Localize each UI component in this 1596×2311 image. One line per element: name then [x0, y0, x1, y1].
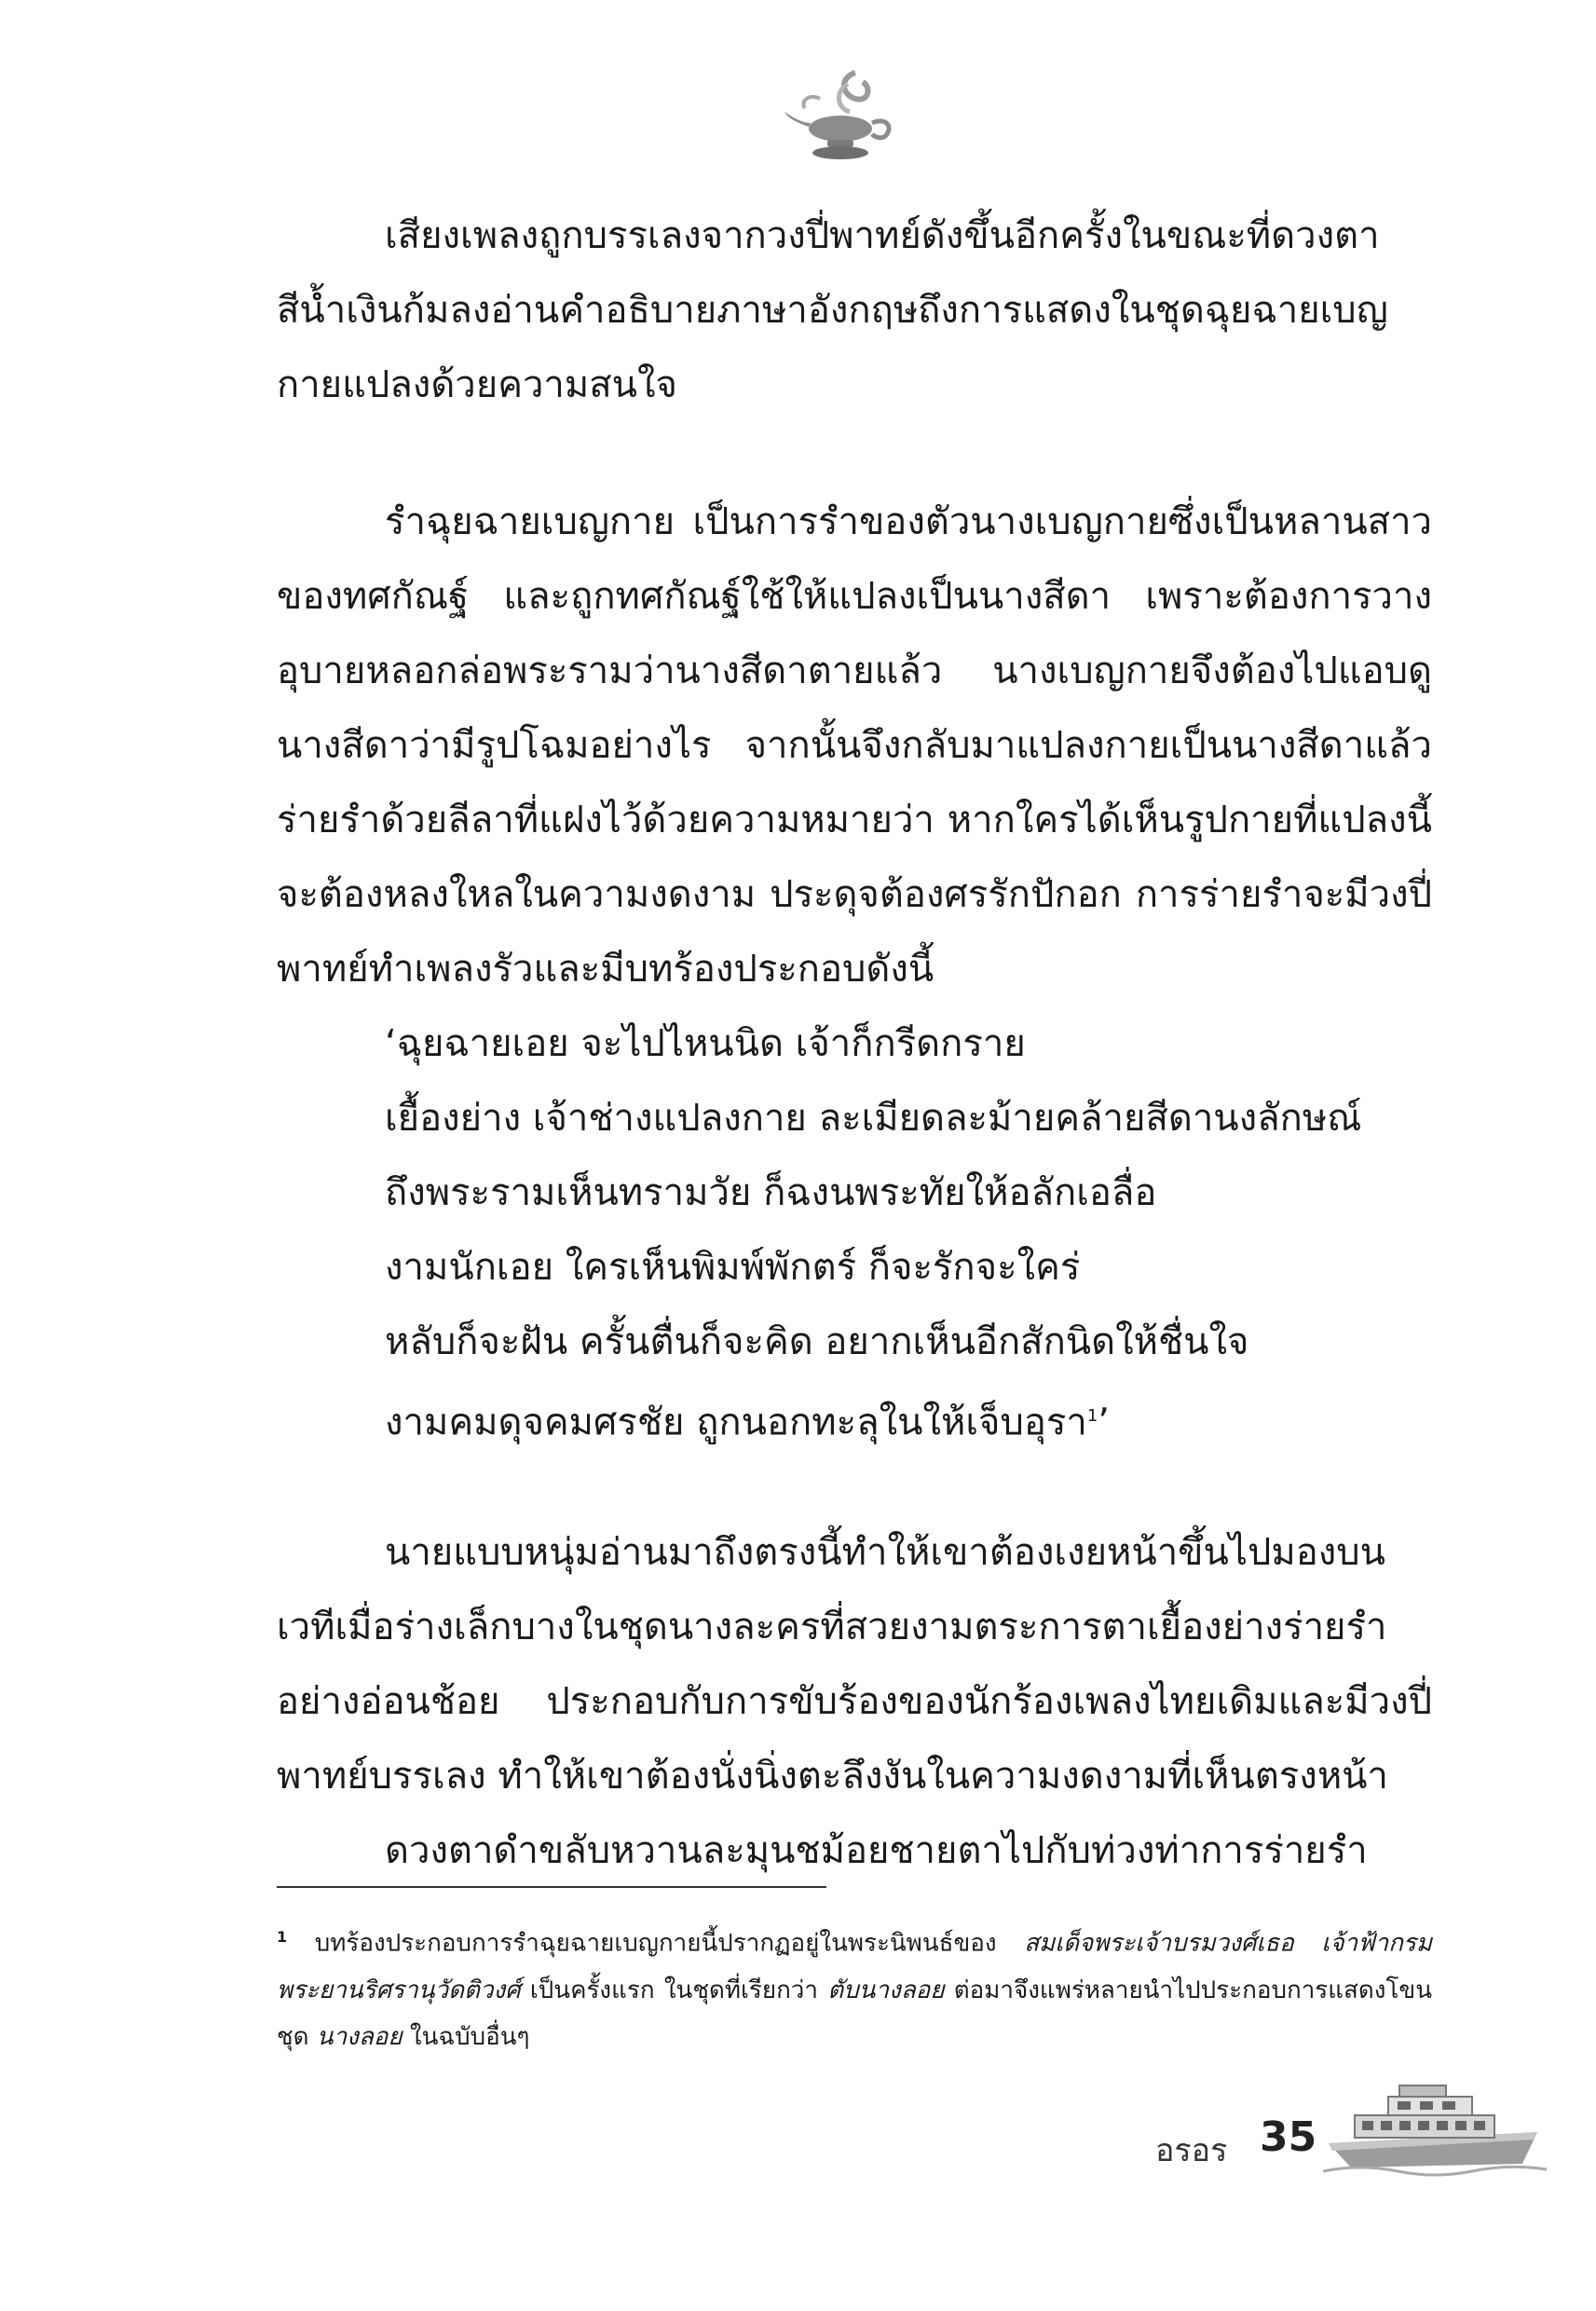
- paragraph-3: นายแบบหนุ่มอ่านมาถึงตรงนี้ทำให้เขาต้องเงยหน้าขึ้นไปมองบนเวทีเมื่อร่างเล็กบางในชุดนางละครที่สวยงามตระการตาเยื้องย่างร่ายรำอย่างอ่อนช้อย ประกอบกับการขับร้องของนักร้องเพลงไทยเดิมและมีวงปี่พาทย์บรรเลง ทำให้เขาต้องนั่งนิ่งตะลึงงันในความงดงามที่เห็นตรงหน้า: [277, 1531, 1432, 1798]
- footnote-italic-2: ตับนางลอย: [827, 1976, 945, 2004]
- verse-close-quote: ’: [1098, 1401, 1110, 1444]
- paragraph-4: ดวงตาดำขลับหวานละมุนชม้อยชายตาไปกับท่วงท่าการร่ายรำ: [385, 1829, 1368, 1872]
- footnote-text-1: บทร้องประกอบการรำฉุยฉายเบญกายนี้ปรากฏอยู่ในพระนิพนธ์ของ: [287, 1929, 1025, 1958]
- verse-line-3: ถึงพระรามเห็นทรามวัย ก็ฉงนพระทัยให้อลักเอลื่อ: [385, 1171, 1157, 1214]
- footnote-italic-3: นางลอย: [316, 2022, 402, 2051]
- running-footer-title: อรอร: [1155, 2132, 1228, 2169]
- verse-line-4: งามนักเอย ใครเห็นพิมพ์พักตร์ ก็จะรักจะใคร่: [385, 1246, 1081, 1289]
- verse-line-5: หลับก็จะฝัน ครั้นตื่นก็จะคิด อยากเห็นอีกสักนิดให้ชื่นใจ: [385, 1320, 1249, 1363]
- footnote-text-2: เป็นครั้งแรก ในชุดที่เรียกว่า: [520, 1976, 828, 2004]
- footnote-text-3: ต่อมาจึงแพร่หลายนำไปประกอบการแสดงโขนชุด: [277, 1976, 1432, 2051]
- verse-line-2: เยื้องย่าง เจ้าช่างแปลงกาย ละเมียดละม้ายคล้ายสีดานงลักษณ์: [385, 1097, 1362, 1140]
- genie-lamp-icon: [783, 65, 904, 168]
- footnote-reference: 1: [1086, 1406, 1098, 1426]
- boat-icon: [1323, 2078, 1547, 2181]
- footnote-italic-1: สมเด็จพระเจ้าบรมวงศ์เธอ เจ้าฟ้ากรมพระยานริศรานุวัดติวงศ์: [277, 1929, 1433, 2004]
- verse-line-6: [385, 1379, 1428, 1459]
- verse-line-1: ‘ฉุยฉายเอย จะไปไหนนิด เจ้าก็กรีดกราย: [385, 1022, 1026, 1065]
- page-number: 35: [1260, 2113, 1317, 2161]
- footnote-divider: [277, 1886, 826, 1888]
- footnote-text-4: ในฉบับอื่นๆ: [402, 2022, 530, 2051]
- paragraph-1: เสียงเพลงถูกบรรเลงจากวงปี่พาทย์ดังขึ้นอีกครั้งในขณะที่ดวงตาสีน้ำเงินก้มลงอ่านคำอธิบายภาษาอังกฤษถึงการแสดงในชุดฉุยฉายเบญกายแปลงด้วยความสนใจ: [277, 214, 1388, 406]
- verse-block: [385, 1006, 1428, 1459]
- paragraph-2: รำฉุยฉายเบญกาย เป็นการรำของตัวนางเบญกายซึ่งเป็นหลานสาวของทศกัณฐ์ และถูกทศกัณฐ์ใช้ให้แปลงเป็นนางสีดา เพราะต้องการวางอุบายหลอกล่อพระรามว่านางสีดาตายแล้ว นางเบญกายจึงต้องไปแอบดูนางสีดาว่ามีรูปโฉมอย่างไร จากนั้นจึงกลับมาแปลงกายเป็นนางสีดาแล้วร่ายรำด้วยลีลาที่แฝงไว้ด้วยความหมายว่า หากใครได้เห็นรูปกายที่แปลงนี้จะต้องหลงใหลในความงดงาม ประดุจต้องศรรักปักอก การร่ายรำจะมีวงปี่พาทย์ทำเพลงรัวและมีบทร้องประกอบดังนี้: [277, 500, 1432, 991]
- footnote-mark: 1: [277, 1928, 288, 1946]
- verse-line-6-text: งามคมดุจคมศรชัย ถูกนอกทะลุในให้เจ็บอุรา: [385, 1401, 1087, 1444]
- footnote: [277, 1914, 1432, 2060]
